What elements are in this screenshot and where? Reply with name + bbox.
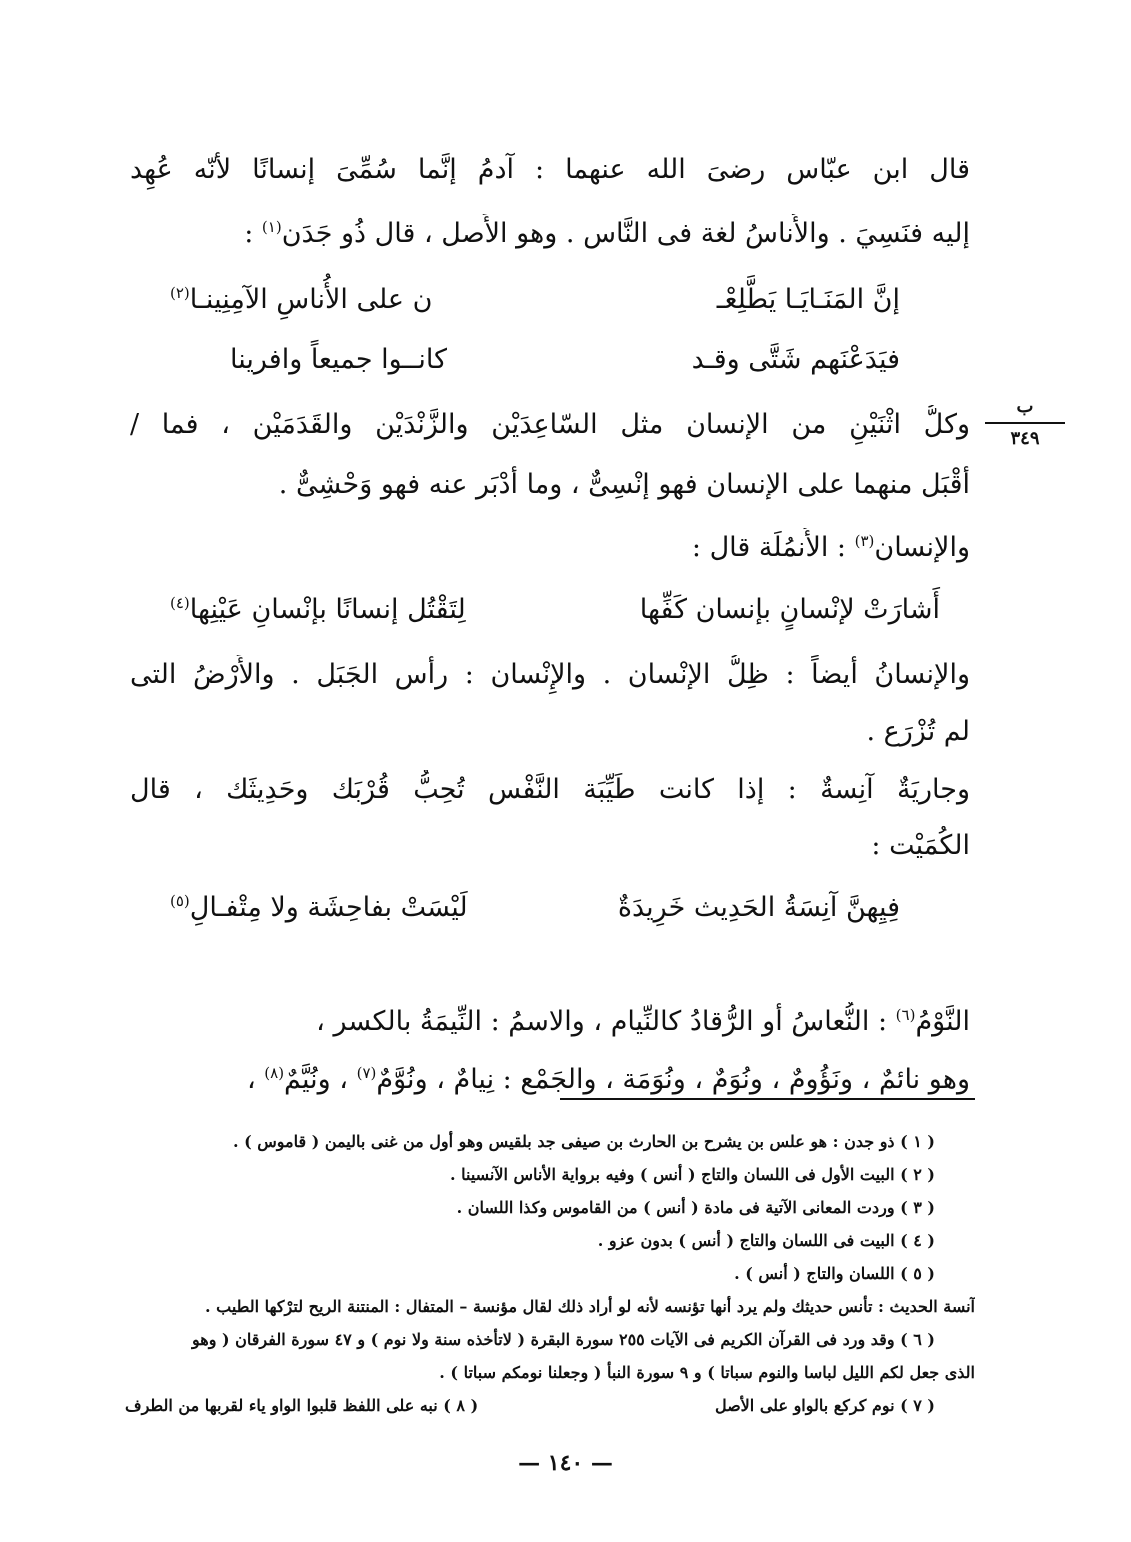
margin-folio-note — [985, 395, 1065, 451]
verse-1 — [130, 280, 970, 324]
para3-text: : الأُنمُلَة قال : — [691, 532, 855, 563]
para6-line1 — [130, 1002, 970, 1046]
verse-4 — [130, 888, 970, 932]
verse-4-second-hemistich — [170, 888, 468, 928]
page-number: — ١٤٠ — — [518, 1450, 613, 1476]
verse-1-first-hemistich: إنَّ المَنَـايَـا يَطَّلِعْـ — [716, 284, 900, 315]
margin-folio-number: ٣٤٩ — [1010, 428, 1040, 449]
footnote-2: ( ٢ ) البيت الأول فى اللسان والتاج ( أنس ) وفيه برواية الأناس الآنسينا . — [449, 1165, 935, 1184]
verse-1-second-text: ن على الأُناسِ الآمِنِينـا — [189, 284, 433, 315]
footnote-ref-6: (٦) — [895, 1006, 916, 1024]
verse-2-second-hemistich: كانــوا جميعاً وافرينا — [230, 344, 447, 375]
para2-line1: وكلُّ اثْنَيْنِ من الإنسان مثل السّاعِدَيْن والزَّنْدَيْن والقَدَمَيْن ، فما / — [130, 409, 970, 440]
para4-line2: لم تُزْرَع . — [866, 716, 970, 747]
footnote-ref-3: (٣) — [854, 532, 875, 550]
footnote-5: ( ٥ ) اللسان والتاج ( أنس ) . — [734, 1264, 935, 1283]
para1-line2 — [130, 214, 970, 258]
para6-text: : النُّعاسُ أَو الرُّقادُ كالنِّيام ، والاسمُ : النِّيمَةُ بالكسر ، — [316, 1006, 896, 1037]
para6-line2-text-a: وهو نائمٌ ، ونَؤُومٌ ، ونُوَمٌ ، ونُوَمَة ، والجَمْع : نِيامٌ ، ونُوَّمٌ — [376, 1064, 970, 1095]
para4-line1: والإنسانُ أَيضاً : ظِلُّ الإنْسان . والإِنْسان : رأْس الجَبَل . والأَرْضُ التى — [130, 659, 970, 690]
para1-line2-end: : — [244, 218, 262, 249]
para6-line2-text-c: ، — [246, 1064, 265, 1095]
footnote-ref-7: (٧) — [356, 1064, 377, 1082]
footnote-ref-4: (٤) — [170, 594, 190, 612]
footnote-1: ( ١ ) ذو جدن : هو علس بن يشرح بن الحارث بن صيفى جد بلقيس وهو أول من غنى باليمن ( قاموس ) . — [232, 1132, 935, 1151]
verse-3 — [130, 590, 970, 634]
footnote-6-line2: الذى جعل لكم الليل لباسا والنوم سباتا ) و ٩ سورة النبأ ( وجعلنا نومكم سباتا ) . — [439, 1363, 975, 1382]
margin-folio-rule — [985, 422, 1065, 424]
verse-4-second-text: لَيْسَتْ بفاحِشَة ولا مِتْفـالِ — [189, 892, 468, 923]
para3-term: والإنسان — [874, 532, 970, 563]
verse-1-second-hemistich — [170, 280, 432, 320]
footnote-7-8-line — [125, 1389, 975, 1422]
footnote-7: ( ٧ ) نوم كركع بالواو على الأصل — [714, 1396, 935, 1415]
footnote-5-note: آنسة الحديث : تأنس حديثك ولم يرد أنها تؤنسه لأنه لو أراد ذلك لقال مؤنسة – المتفال : المنتنة الريح لترْكها الطيب . — [204, 1297, 975, 1316]
footnote-8: ( ٨ ) نبه على اللفظ قلبوا الواو ياء لقربها من الطرف — [125, 1396, 479, 1415]
footnotes — [125, 1125, 975, 1422]
verse-3-first-hemistich: أَشارَتْ لإنْسانٍ بإنسان كَفِّها — [639, 594, 940, 625]
verse-2-first-hemistich: فيَدَعْنَهم شَتَّى وقـد — [691, 344, 900, 375]
verse-2 — [130, 340, 970, 384]
footnote-ref-2: (٢) — [170, 284, 190, 302]
footnote-ref-1: (١) — [261, 218, 282, 236]
para5-line1: وجاريَةٌ آنِسةٌ : إذا كانت طَيِّبَة النَّفْس تُحِبُّ قُرْبَك وحَدِيثَك ، قال — [130, 774, 970, 805]
footnote-6-line1: ( ٦ ) وقد ورد فى القرآن الكريم فى الآيات ٢٥٥ سورة البقرة ( لاتأخذه سنة ولا نوم ) و ٤٧ سورة الفرقان ( وهو — [191, 1330, 935, 1349]
para1-line1: قال ابن عبّاس رضىَ الله عنهما : آدمُ إنَّما سُمِّىَ إنسانًا لأنّه عُهِد — [130, 154, 970, 185]
para3-line — [130, 528, 970, 572]
verse-3-second-text: لِتَقْتُل إنسانًا بإنْسانِ عَيْنِها — [189, 594, 466, 625]
footnote-ref-8: (٨) — [264, 1064, 285, 1082]
para1-line2-text: إليه فنَسِيَ . والأُناسُ لغة فى النَّاس . وهو الأَصل ، قال ذُو جَدَن — [281, 218, 970, 249]
para6-term: النَّوْمُ — [915, 1006, 970, 1037]
verse-3-second-hemistich — [170, 590, 466, 630]
footnote-separator — [560, 1098, 975, 1100]
para5-line2: الكُمَيْت : — [871, 830, 970, 861]
footnote-ref-5: (٥) — [170, 892, 190, 910]
para6-line2-text-b: ، ونُيَّمٌ — [284, 1064, 357, 1095]
verse-4-first-hemistich: فِيِهنَّ آنِسَةُ الحَدِيث خَرِيدَةٌ — [617, 892, 900, 923]
footnote-4: ( ٤ ) البيت فى اللسان والتاج ( أنس ) بدون عزو . — [597, 1231, 935, 1250]
footnote-3: ( ٣ ) وردت المعانى الآتية فى مادة ( أنس ) من القاموس وكذا اللسان . — [456, 1198, 935, 1217]
para2-line2: أَقْبَل منهما على الإنسان فهو إنْسِىٌّ ، وما أَدْبَر عنه فهو وَحْشِىٌّ . — [278, 469, 970, 500]
margin-folio-letter: ب — [1016, 396, 1034, 417]
